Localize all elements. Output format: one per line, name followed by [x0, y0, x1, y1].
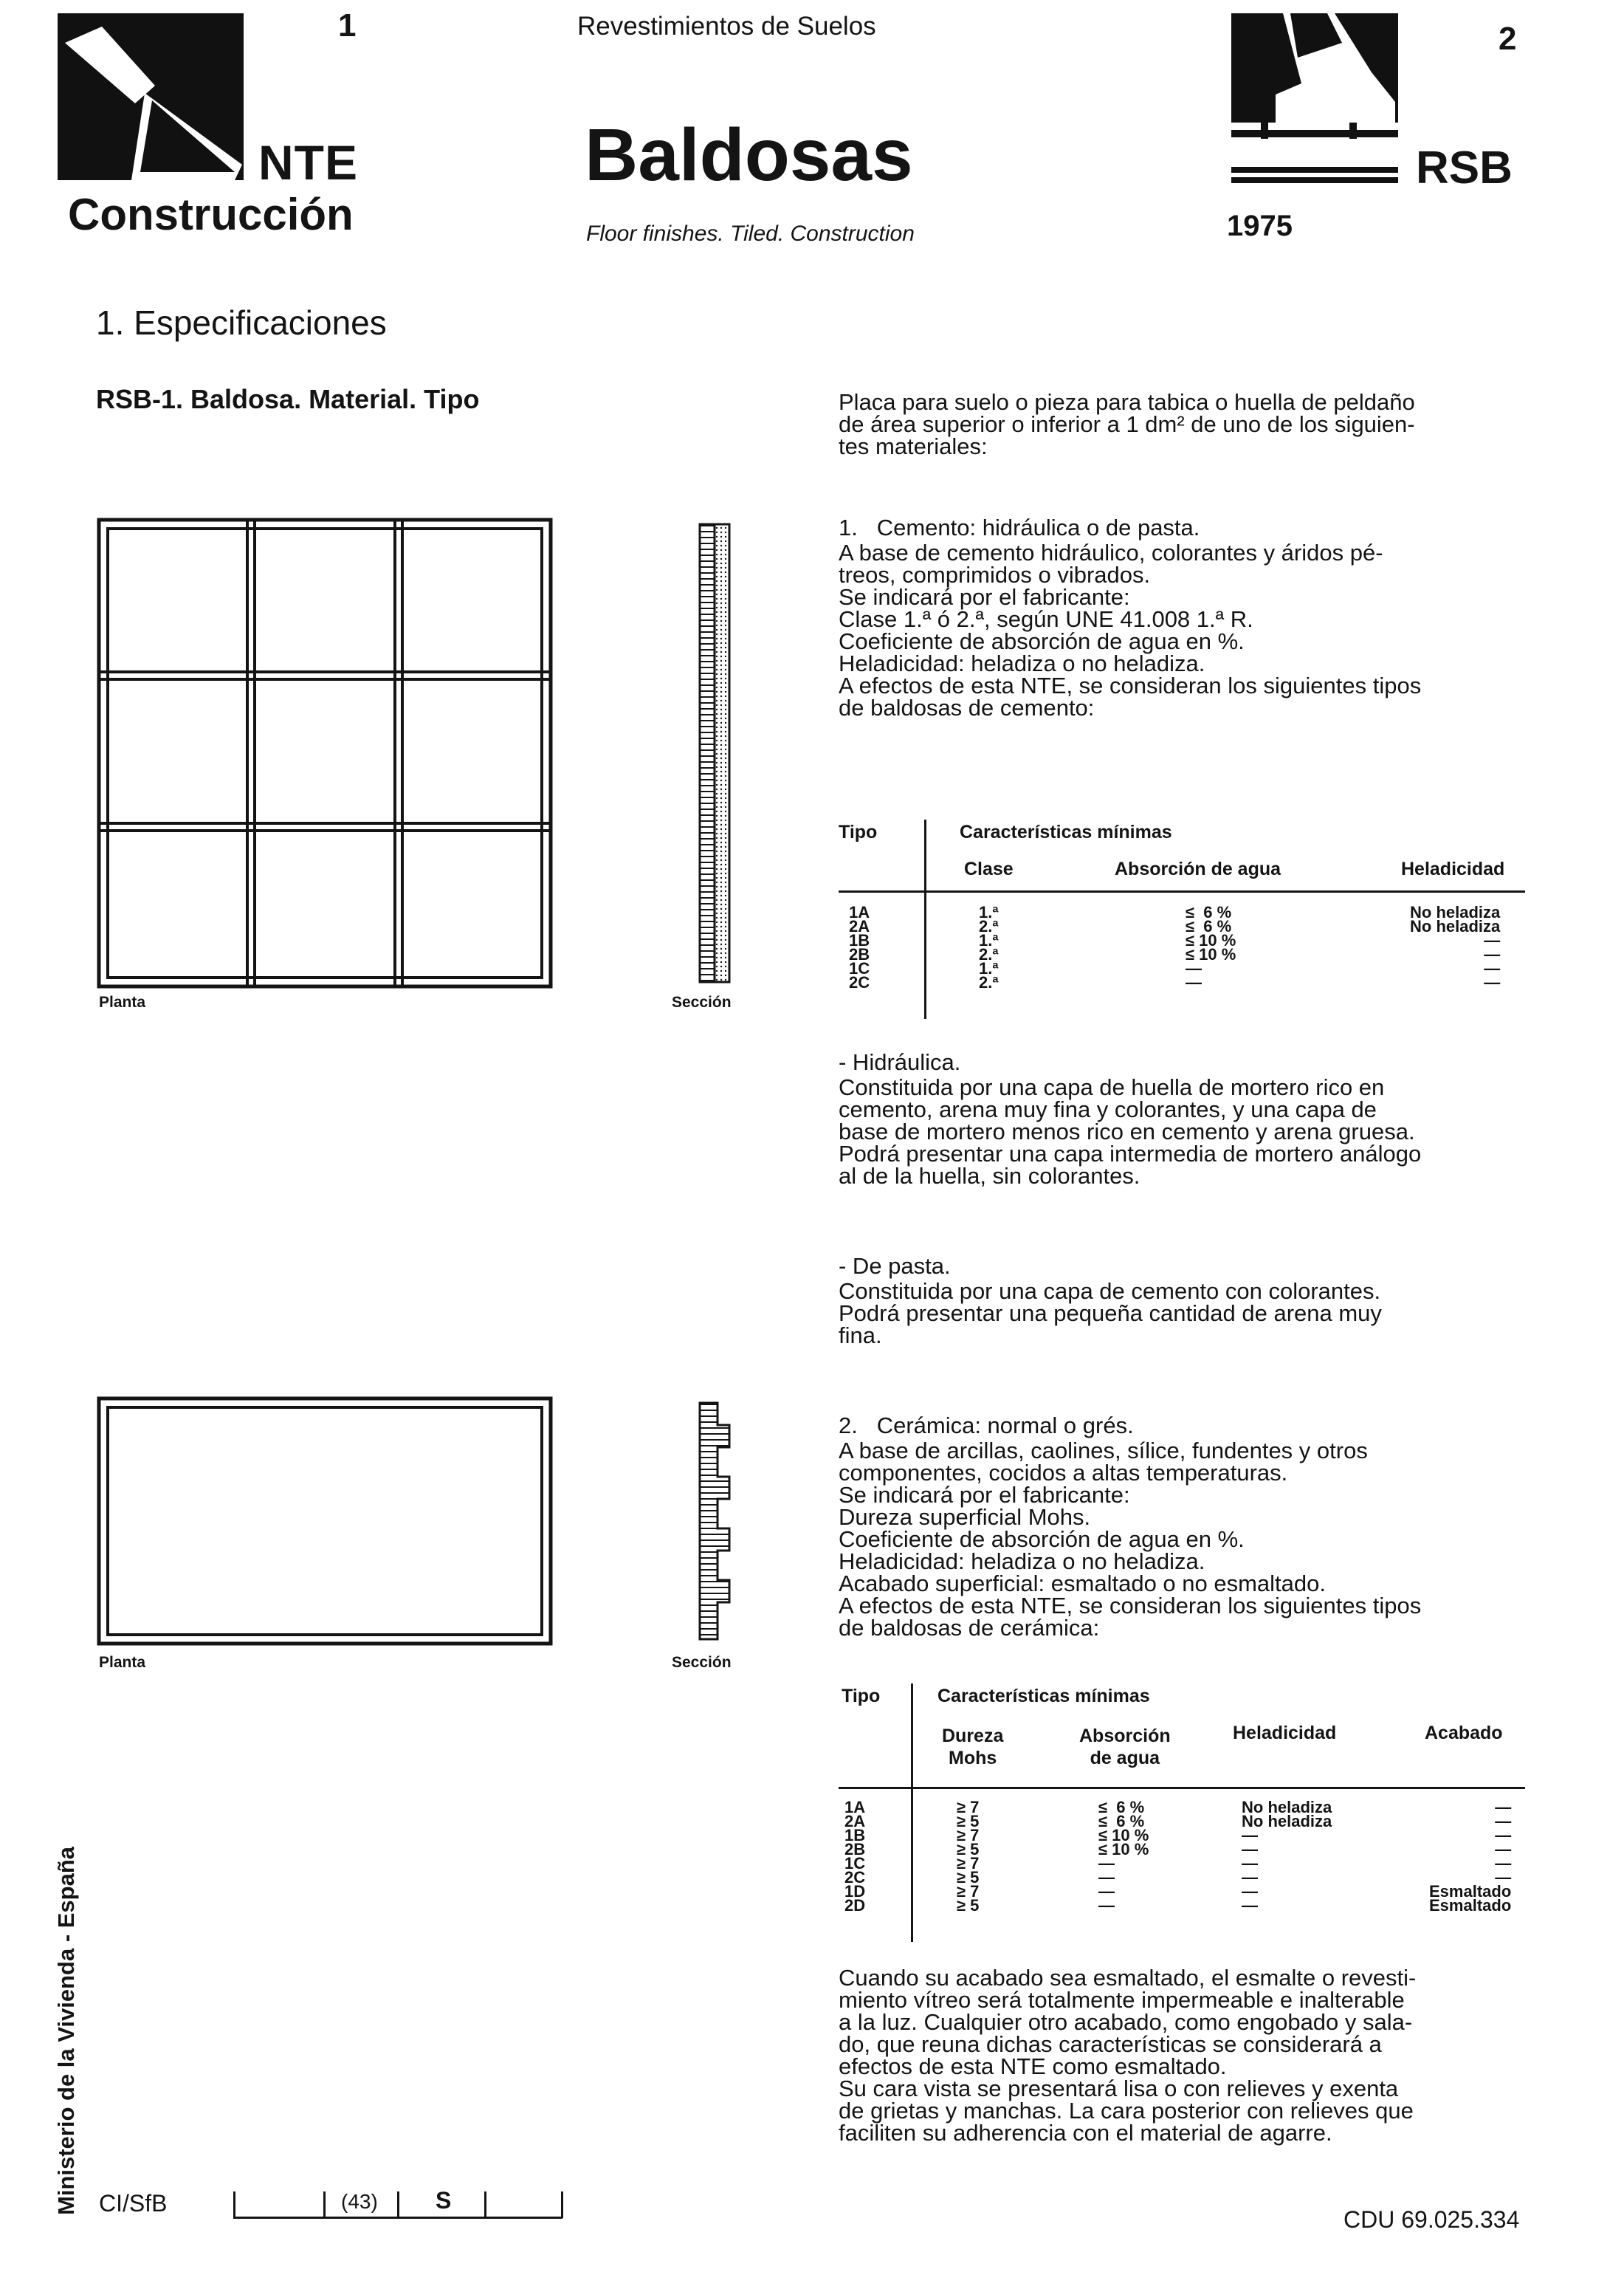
trowel-logo — [58, 13, 244, 180]
tile-section-drawing-1 — [697, 517, 741, 989]
ceramic-footer-text: Cuando su acabado sea esmaltado, el esmalte o revesti- miento vítreo será totalmente impermeable e inalterable a la luz. Cualquier otro acabado, como engobado y sala- do, que reuna dichas características se considerará a efectos de esta NTE como esmaltado. Su cara vista se presentará lisa o con relieves y exenta de grietas y manchas. La cara posterior con relieves que faciliten su adherencia con el material de agarre. — [839, 1965, 1417, 2146]
cement-table-divider — [924, 820, 926, 1019]
ministry-label: Ministerio de la Vivienda - España — [53, 1846, 79, 2215]
cisfb-box-tick-3 — [397, 2191, 399, 2218]
section-heading: 1. Especificaciones — [96, 303, 387, 342]
header-construccion: Construcción — [68, 190, 354, 239]
ceramic-table-h-acabado: Acabado — [1425, 1723, 1503, 1743]
cement-table-tipos: 1A 2A 1B 2B 1C 2C — [849, 903, 870, 992]
ceramic-heading: 2. Cerámica: normal o grés. — [839, 1412, 1134, 1438]
header-code: RSB — [1416, 143, 1513, 193]
header-right-number: 2 — [1499, 21, 1517, 57]
cement-table-h-clase: Clase — [964, 859, 1014, 879]
figure1-plan-label: Planta — [99, 994, 146, 1011]
cisfb-box-tick-1 — [233, 2191, 235, 2218]
cement-table-h-heladicidad: Heladicidad — [1401, 859, 1505, 879]
cement-table-h-absorcion: Absorción de agua — [1115, 859, 1281, 879]
section-subheading: RSB-1. Baldosa. Material. Tipo — [96, 384, 480, 414]
ceramic-table-durezas: ≥ 7 ≥ 5 ≥ 7 ≥ 5 ≥ 7 ≥ 5 ≥ 7 ≥ 5 — [957, 1798, 980, 1915]
figure1-section-label: Sección — [672, 994, 732, 1011]
pasta-heading: - De pasta. — [839, 1253, 951, 1279]
ceramic-table-heladicidad: No heladiza No heladiza — — — — — — — [1242, 1798, 1332, 1915]
cisfb-box-tick-4 — [484, 2191, 486, 2218]
page-title: Baldosas — [585, 114, 913, 196]
ceramic-table-h-heladicidad: Heladicidad — [1233, 1723, 1337, 1743]
ceramic-table-tipos: 1A 2A 1B 2B 1C 2C 1D 2D — [844, 1798, 866, 1915]
header-category: Revestimientos de Suelos — [577, 12, 876, 41]
ceramic-table-acabados: — — — — — — Esmaltado Esmaltado — [1429, 1798, 1512, 1915]
tile-grid-plan — [96, 517, 554, 989]
header-left-number: 1 — [338, 7, 357, 44]
header-rule-1 — [1231, 167, 1398, 173]
header-rule-2 — [1231, 177, 1398, 183]
cement-table-clases: 1.ª 2.ª 1.ª 2.ª 1.ª 2.ª — [979, 903, 999, 992]
ceramic-table-divider — [911, 1683, 913, 1942]
ceramic-table-absorciones: ≤ 6 % ≤ 6 % ≤ 10 % ≤ 10 % — — — — — [1098, 1798, 1149, 1915]
ceramic-table-h-caract: Características mínimas — [937, 1686, 1150, 1706]
header-year: 1975 — [1227, 210, 1293, 242]
cement-table-h-caract: Características mínimas — [960, 822, 1172, 842]
cement-table-h-tipo: Tipo — [839, 822, 878, 842]
intro-text: Placa para suelo o pieza para tabica o huella de peldaño de área superior o inferior a 1 dm² de uno de los siguien- tes materiales: — [839, 389, 1415, 459]
cisfb-code-s: S — [436, 2187, 452, 2214]
figure2-plan-label: Planta — [99, 1654, 146, 1671]
ceramic-table-h-absorcion: Absorción de agua — [1079, 1726, 1171, 1768]
cisfb-label: CI/SfB — [99, 2190, 168, 2217]
cisfb-code-43: (43) — [341, 2190, 378, 2213]
header-subtitle: Floor finishes. Tiled. Construction — [586, 222, 915, 246]
cdu-code: CDU 69.025.334 — [1343, 2206, 1520, 2233]
ceramic-table-header-rule — [839, 1787, 1525, 1789]
ceramic-tile-plan — [96, 1396, 554, 1647]
hidraulica-heading: - Hidráulica. — [839, 1049, 961, 1075]
cisfb-box-tick-2 — [323, 2191, 326, 2218]
cement-table-absorciones: ≤ 6 % ≤ 6 % ≤ 10 % ≤ 10 % — — — [1186, 903, 1236, 992]
tile-section-drawing-2 — [697, 1396, 741, 1647]
ceramic-table-h-tipo: Tipo — [842, 1686, 881, 1706]
cement-table-heladicidad: No heladiza No heladiza — — — — — [1410, 903, 1501, 992]
cement-heading: 1. Cemento: hidráulica o de pasta. — [839, 515, 1200, 540]
ceramic-table-h-dureza: Dureza Mohs — [942, 1726, 1004, 1768]
hidraulica-body: Constituida por una capa de huella de mortero rico en cemento, arena muy fina y colorantes, y una capa de base de mortero menos rico en cemento y arena gruesa. Podrá presentar una capa intermedia de mortero análogo al de la huella, sin colorantes. — [839, 1074, 1422, 1189]
figure2-section-label: Sección — [672, 1654, 732, 1671]
pasta-body: Constituida por una capa de cemento con colorantes. Podrá presentar una pequeña cantidad de arena muy fina. — [839, 1278, 1382, 1348]
cement-table-header-rule — [839, 890, 1525, 893]
cement-body: A base de cemento hidráulico, colorantes y áridos pé- treos, comprimidos o vibrados. Se indicará por el fabricante: Clase 1.ª ó 2.ª, según UNE 41.008 1.ª R. Coeficiente de absorción de agua en %. Heladicidad: heladiza o no heladiza. A efectos de esta NTE, se consideran los siguientes tipos de baldosas de cemento: — [839, 540, 1422, 721]
worker-boot-logo — [1231, 13, 1398, 154]
cisfb-box-tick-5 — [561, 2191, 563, 2218]
ceramic-body: A base de arcillas, caolines, sílice, fundentes y otros componentes, cocidos a altas temperaturas. Se indicará por el fabricante: Dureza superficial Mohs. Coeficiente de absorción de agua en %. Heladicidad: heladiza o no heladiza. Acabado superficial: esmaltado o no esmaltado. A efectos de esta NTE, se consideran los siguientes tipos de baldosas de cerámica: — [839, 1438, 1422, 1641]
header-series: NTE — [258, 135, 358, 190]
